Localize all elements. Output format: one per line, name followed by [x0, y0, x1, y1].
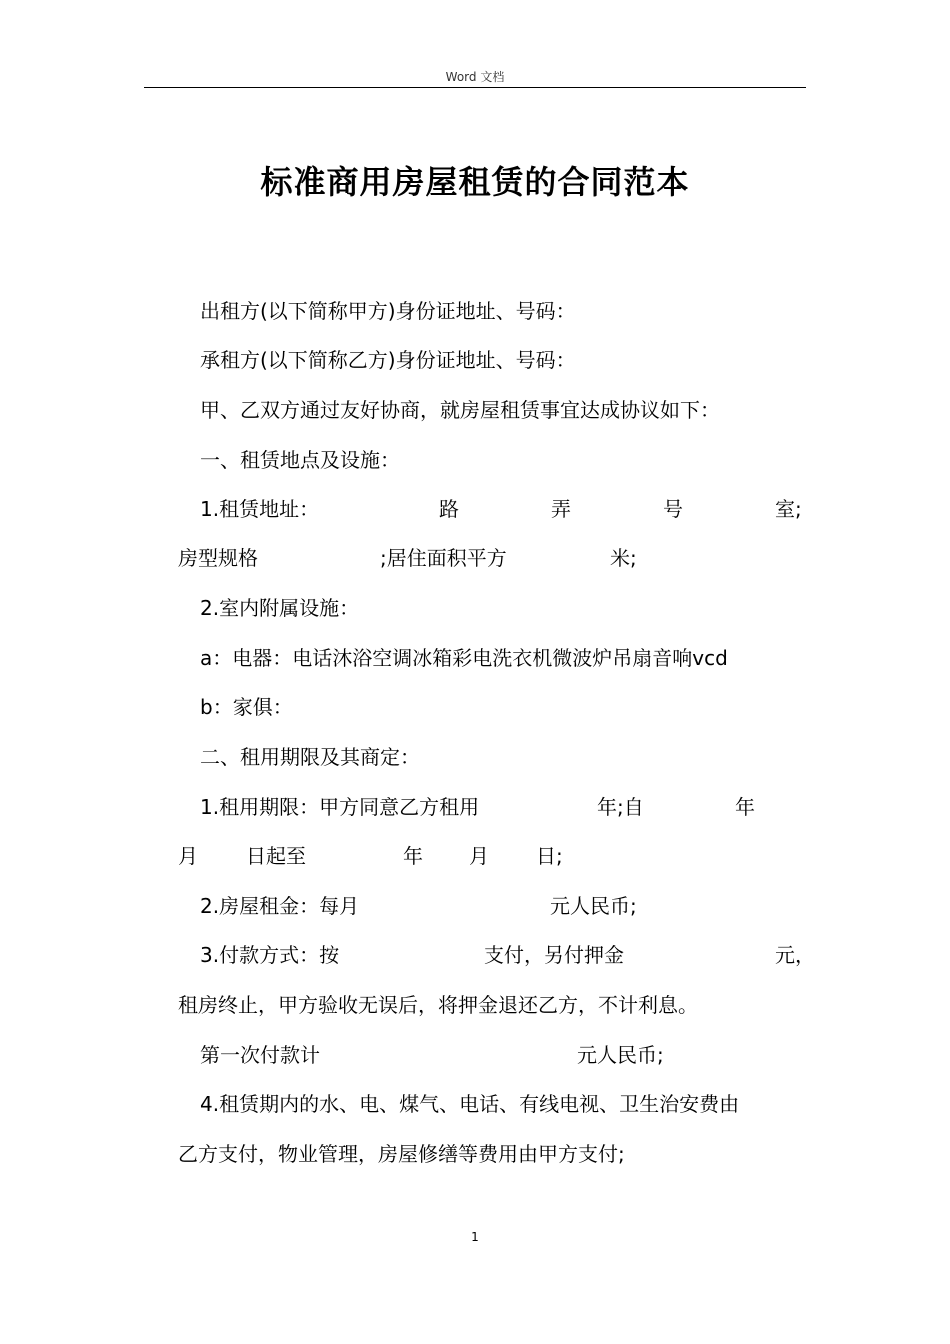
term-dates-line — [0, 841, 950, 871]
document-title: 标准商用房屋租赁的合同范本 — [260, 163, 690, 201]
section-heading-term: 二、租用期限及其商定： — [200, 745, 420, 769]
house-type-line — [0, 543, 950, 573]
address-label: 1.租赁地址： — [200, 497, 320, 521]
first-payment-line — [0, 1040, 950, 1070]
term-end-month: 月 — [469, 844, 489, 868]
area-unit: 米; — [610, 546, 637, 570]
term-day-start: 日起至 — [246, 844, 306, 868]
term-year-from: 年;自 — [597, 795, 644, 819]
rent-line — [0, 891, 950, 921]
rent-label: 2.房屋租金：每月 — [200, 894, 360, 918]
term-year: 年 — [735, 795, 755, 819]
address-number: 号 — [663, 497, 683, 521]
payment-deposit: 支付，另付押金 — [484, 943, 624, 967]
house-type-label: 房型规格 — [178, 546, 258, 570]
page-number: 1 — [471, 1230, 479, 1244]
payment-line — [0, 940, 950, 970]
furniture-line: b：家俱： — [200, 695, 293, 719]
term-line — [0, 792, 950, 822]
section-heading-location: 一、租赁地点及设施： — [200, 448, 400, 472]
page-header: Word 文档 — [445, 70, 505, 84]
payment-end: 元， — [775, 943, 815, 967]
lessee-line: 承租方(以下简称乙方)身份证地址、号码： — [200, 348, 576, 372]
address-room: 室; — [775, 497, 802, 521]
address-line — [0, 494, 950, 524]
facilities-label: 2.室内附属设施： — [200, 596, 360, 620]
appliances-line: a：电器：电话沐浴空调冰箱彩电洗衣机微波炉吊扇音响vcd — [200, 646, 728, 670]
payment-label: 3.付款方式：按 — [200, 943, 340, 967]
agreement-intro: 甲、乙双方通过友好协商，就房屋租赁事宜达成协议如下： — [200, 398, 720, 422]
address-road: 路 — [439, 497, 459, 521]
lessor-line: 出租方(以下简称甲方)身份证地址、号码： — [200, 299, 576, 323]
term-end-year: 年 — [403, 844, 423, 868]
deposit-return-line: 租房终止，甲方验收无误后，将押金退还乙方，不计利息。 — [178, 993, 698, 1017]
fees-line-1: 4.租赁期内的水、电、煤气、电话、有线电视、卫生治安费由 — [200, 1092, 740, 1116]
rent-unit: 元人民币; — [550, 894, 637, 918]
fees-line-2: 乙方支付，物业管理，房屋修缮等费用由甲方支付; — [178, 1142, 625, 1166]
term-month: 月 — [178, 844, 198, 868]
living-area-label: ;居住面积平方 — [380, 546, 507, 570]
term-end-day: 日; — [536, 844, 563, 868]
header-divider — [144, 87, 806, 88]
address-lane: 弄 — [551, 497, 571, 521]
first-payment-label: 第一次付款计 — [200, 1043, 320, 1067]
term-label: 1.租用期限：甲方同意乙方租用 — [200, 795, 480, 819]
first-payment-unit: 元人民币; — [577, 1043, 664, 1067]
